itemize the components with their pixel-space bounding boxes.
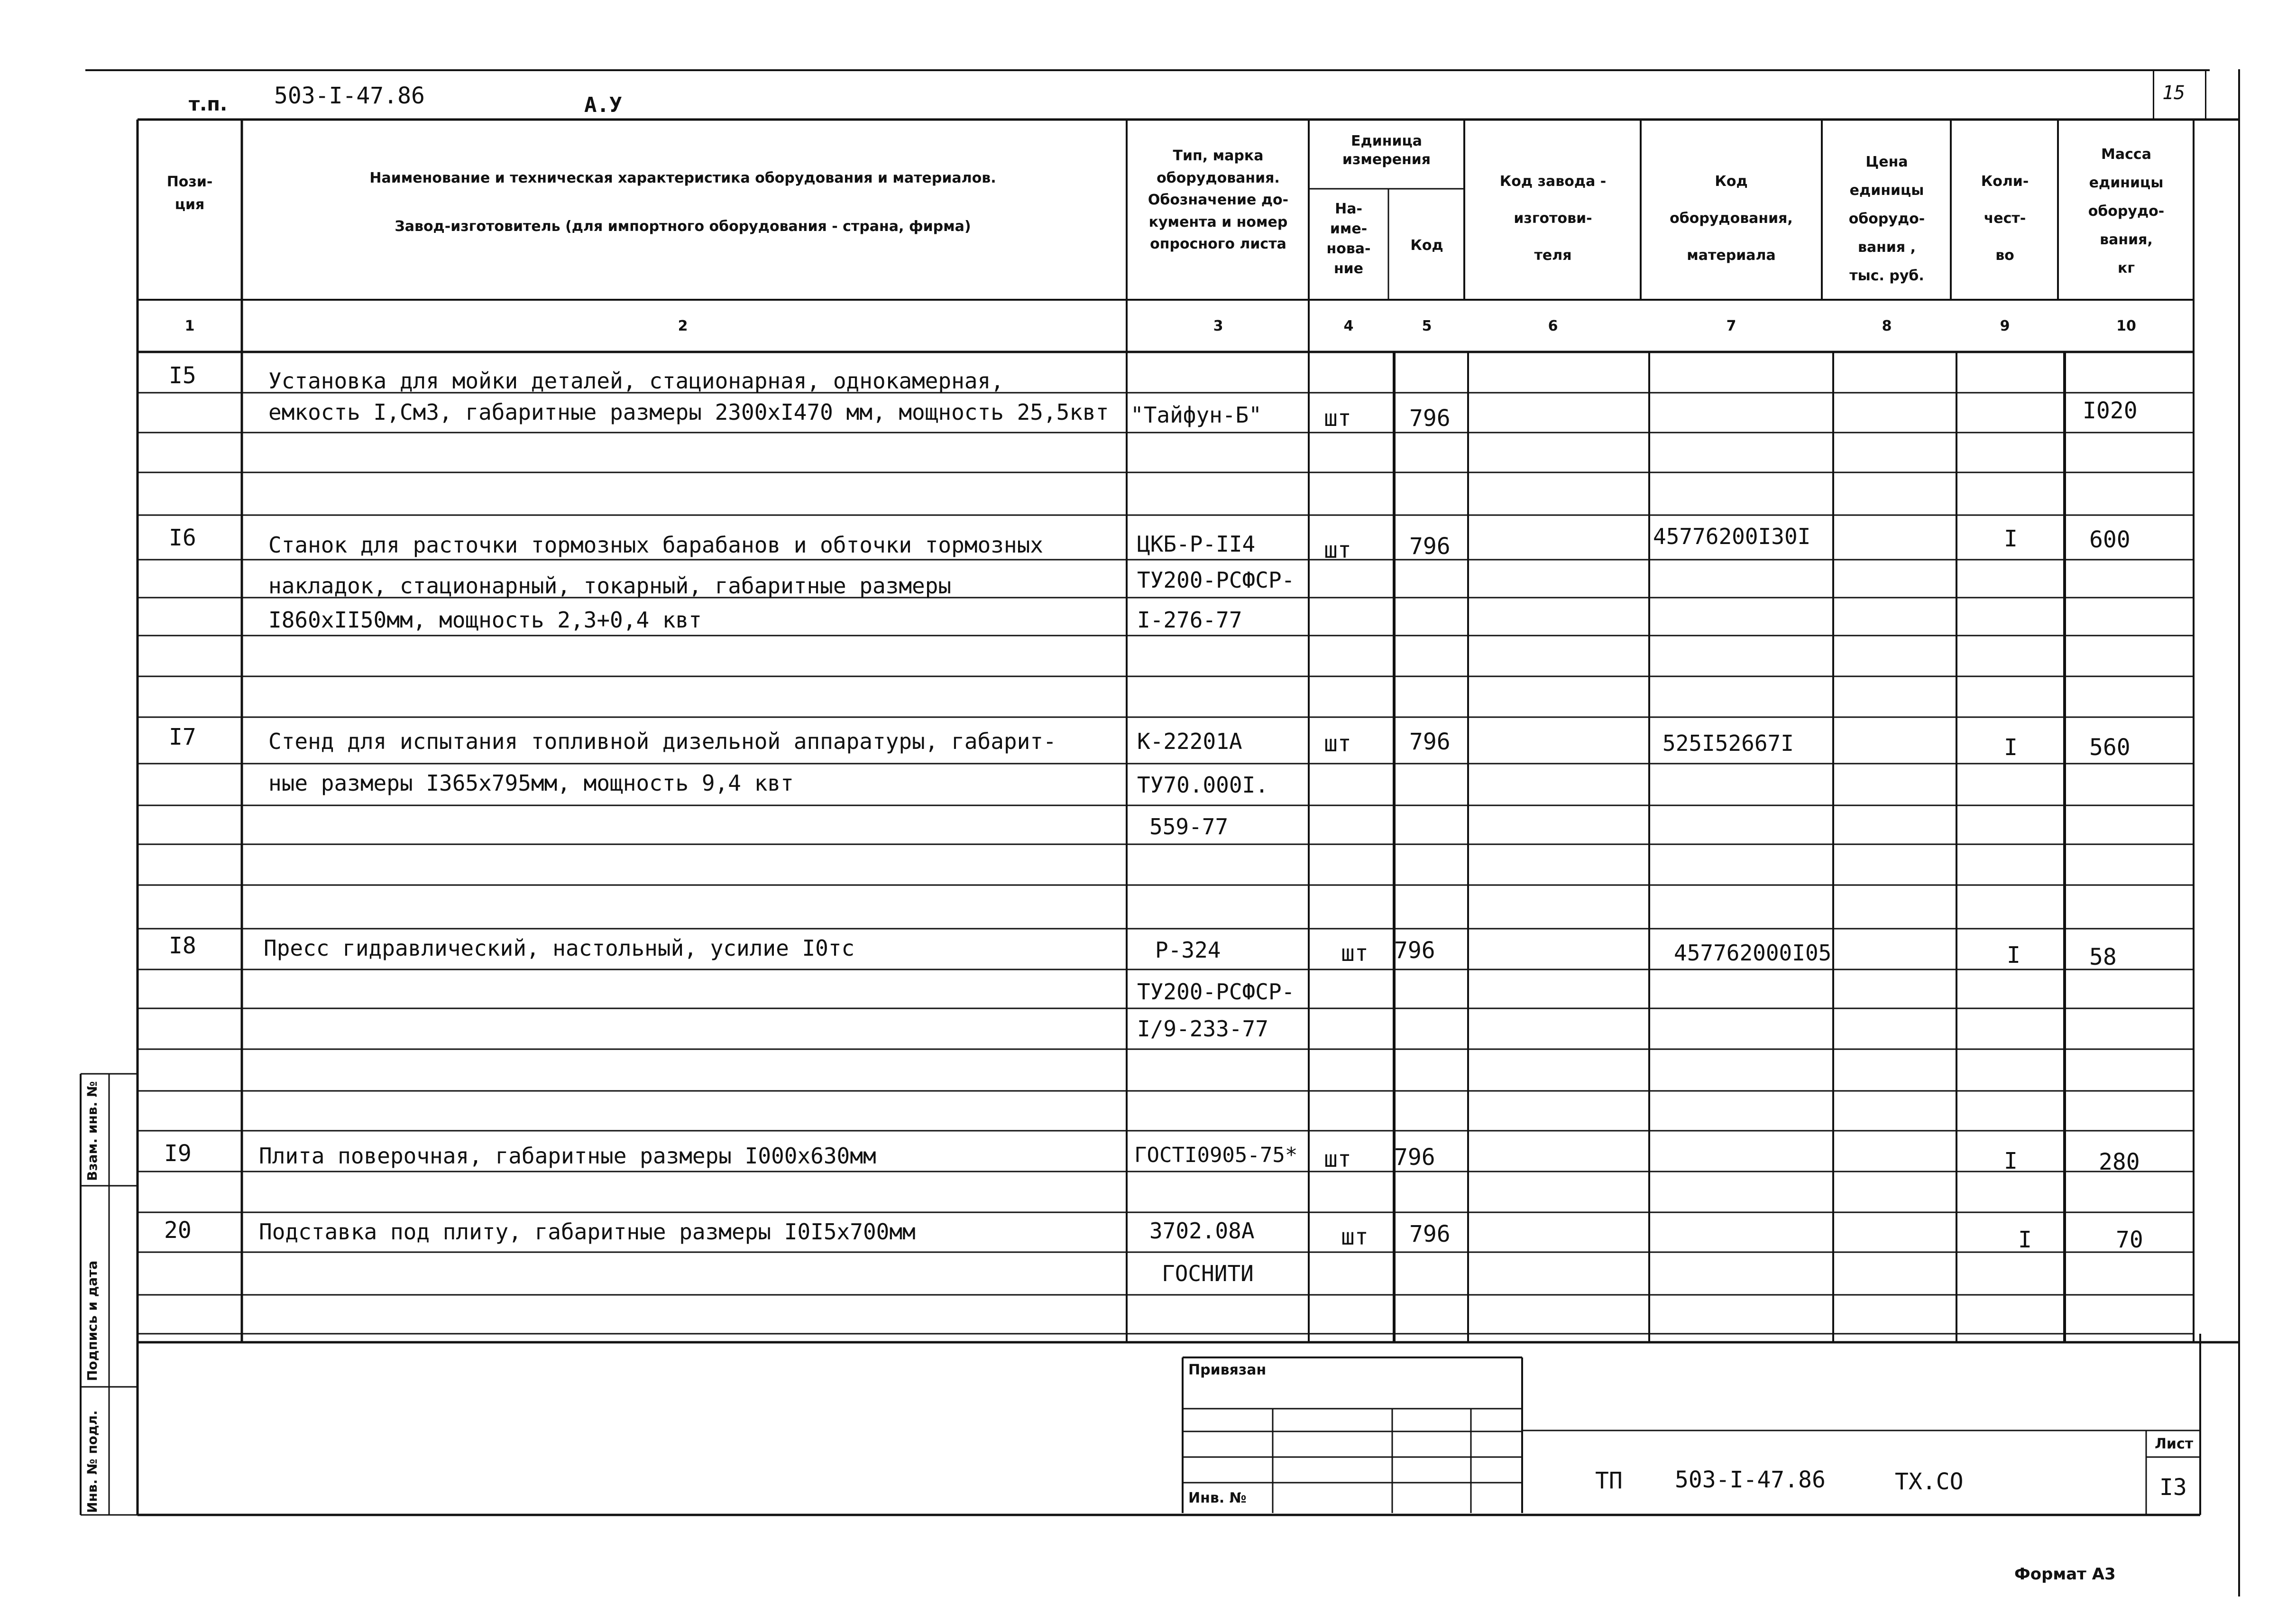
stamp-tp: ТП [1595,1467,1623,1494]
item-name-line: Плита поверочная, габаритные размеры I000х630мм [259,1143,876,1169]
item-equipment-code: 457762000I05 [1674,940,1832,966]
side-label-vzam-inv: Взам. инв. № [84,1081,100,1181]
col-number-9: 9 [2000,318,2010,334]
col-number-5: 5 [1422,318,1432,334]
item-unit-code: 796 [1409,1221,1451,1247]
item-unit-code: 796 [1409,729,1451,755]
stamp-section: ТХ.СО [1895,1468,1964,1495]
format-label: Формат А3 [2014,1565,2116,1584]
item-type-line: "Тайфун-Б" [1130,402,1262,428]
col-header-maker-code: Код завода - изготови- теля [1499,173,1607,264]
item-name-line: I860хII50мм, мощность 2,3+0,4 квт [268,607,702,633]
item-mass: 600 [2089,526,2131,553]
item-unit: шт [1324,405,1351,432]
col-number-10: 10 [2116,318,2136,334]
tp-label: т.п. [189,93,228,115]
item-type-line: К-22201А [1137,729,1242,754]
item-type-line: I/9-233-77 [1137,1016,1268,1042]
tp-code: 503-I-47.86 [274,83,425,109]
item-type-line: ЦКБ-Р-II4 [1137,531,1256,557]
item-position: I9 [164,1140,192,1167]
album-mark: А.У [584,93,622,117]
col-header-quantity: Коли- чест- во [1981,173,2029,264]
col-number-6: 6 [1548,318,1558,334]
item-name-line: Установка для мойки деталей, стационарная, однокамерная, [268,368,1004,394]
col-number-1: 1 [184,318,195,334]
item-type-line: 559-77 [1149,814,1229,840]
item-quantity: I [2007,942,2020,969]
col-number-7: 7 [1726,318,1736,334]
item-mass: 58 [2089,944,2117,970]
item-type-line: ТУ200-РСФСР- [1137,567,1295,593]
item-mass: I020 [2083,397,2138,424]
item-position: I6 [169,525,196,551]
col-header-position: Пози- ция [166,174,213,213]
item-quantity: I [2004,1148,2018,1174]
item-unit-code: 796 [1409,405,1451,432]
item-name-line: емкость I,СмЗ, габаритные размеры 2300хI470 мм, мощность 25,5квт [268,399,1109,425]
item-type-line: I-276-77 [1137,607,1242,633]
item-name-line: ные размеры I365х795мм, мощность 9,4 квт [268,770,794,796]
item-quantity: I [2004,734,2018,761]
item-unit-code: 796 [1409,533,1451,560]
col-header-unit: Единица измерения [1342,133,1431,168]
item-type-line: ТУ200-РСФСР- [1137,979,1295,1005]
item-position: I5 [169,362,196,389]
col-number-2: 2 [678,318,688,334]
side-label-inv-podl: Инв. № подл. [84,1410,100,1513]
item-quantity: I [2018,1227,2032,1253]
item-mass: 280 [2099,1149,2140,1175]
col-header-equipment-code: Код оборудования, материала [1670,173,1793,264]
item-name-line: Стенд для испытания топливной дизельной аппаратуры, габарит- [268,729,1056,754]
item-position: I7 [169,724,196,750]
item-equipment-code: 525I52667I [1662,730,1794,756]
item-quantity: I [2004,526,2018,552]
col-header-price: Цена единицы оборудо- вания , тыс. руб. [1848,154,1925,284]
inv-no-label: Инв. № [1188,1490,1247,1506]
item-mass: 560 [2089,734,2131,761]
item-type-line: Р-324 [1155,937,1221,963]
page-mark: 15 [2162,82,2186,104]
col-number-3: 3 [1213,318,1223,334]
item-name-line: накладок, стационарный, токарный, габаритные размеры [268,573,952,599]
sheet-number: I3 [2159,1474,2187,1501]
item-position: I8 [169,932,196,959]
item-unit: шт [1324,730,1351,757]
item-unit-code: 796 [1394,937,1435,964]
col-header-type: Тип, марка оборудования. Обозначение до- кумента и номер опросного листа [1148,148,1289,252]
item-unit: шт [1324,1146,1351,1172]
item-type-line: ГОСТI0905-75* [1134,1143,1298,1167]
col-header-unit-name: На- име- нова- ние [1326,201,1371,277]
item-unit: шт [1341,1224,1368,1250]
item-unit: шт [1341,940,1368,967]
col-header-name-line1: Наименование и техническая характеристика оборудования и материалов. [369,170,996,186]
item-name-line: Подставка под плиту, габаритные размеры I0I5х700мм [259,1219,916,1245]
col-number-8: 8 [1882,318,1892,334]
item-position: 20 [164,1217,192,1244]
col-number-4: 4 [1343,318,1354,334]
item-unit: шт [1324,537,1351,563]
stamp-code: 503-I-47.86 [1675,1467,1826,1493]
item-mass: 70 [2116,1227,2143,1253]
item-type-line: 3702.08А [1149,1218,1255,1244]
side-label-signature-date: Подпись и дата [84,1260,100,1381]
item-type-line: ТУ70.000I. [1137,772,1268,798]
col-header-name-line2: Завод-изготовитель (для импортного оборудования - страна, фирма) [395,218,971,235]
item-equipment-code: 45776200I30I [1653,524,1811,549]
col-header-unit-code: Код [1410,237,1443,254]
privyazan-label: Привязан [1188,1362,1267,1378]
item-name-line: Пресс гидравлический, настольный, усилие I0тс [264,935,855,961]
item-type-line: ГОСНИТИ [1162,1261,1254,1286]
item-unit-code: 796 [1394,1144,1435,1171]
col-header-mass: Масса единицы оборудо- вания, кг [2088,146,2165,277]
item-name-line: Станок для расточки тормозных барабанов и обточки тормозных [268,532,1043,558]
sheet-label: Лист [2155,1436,2194,1452]
